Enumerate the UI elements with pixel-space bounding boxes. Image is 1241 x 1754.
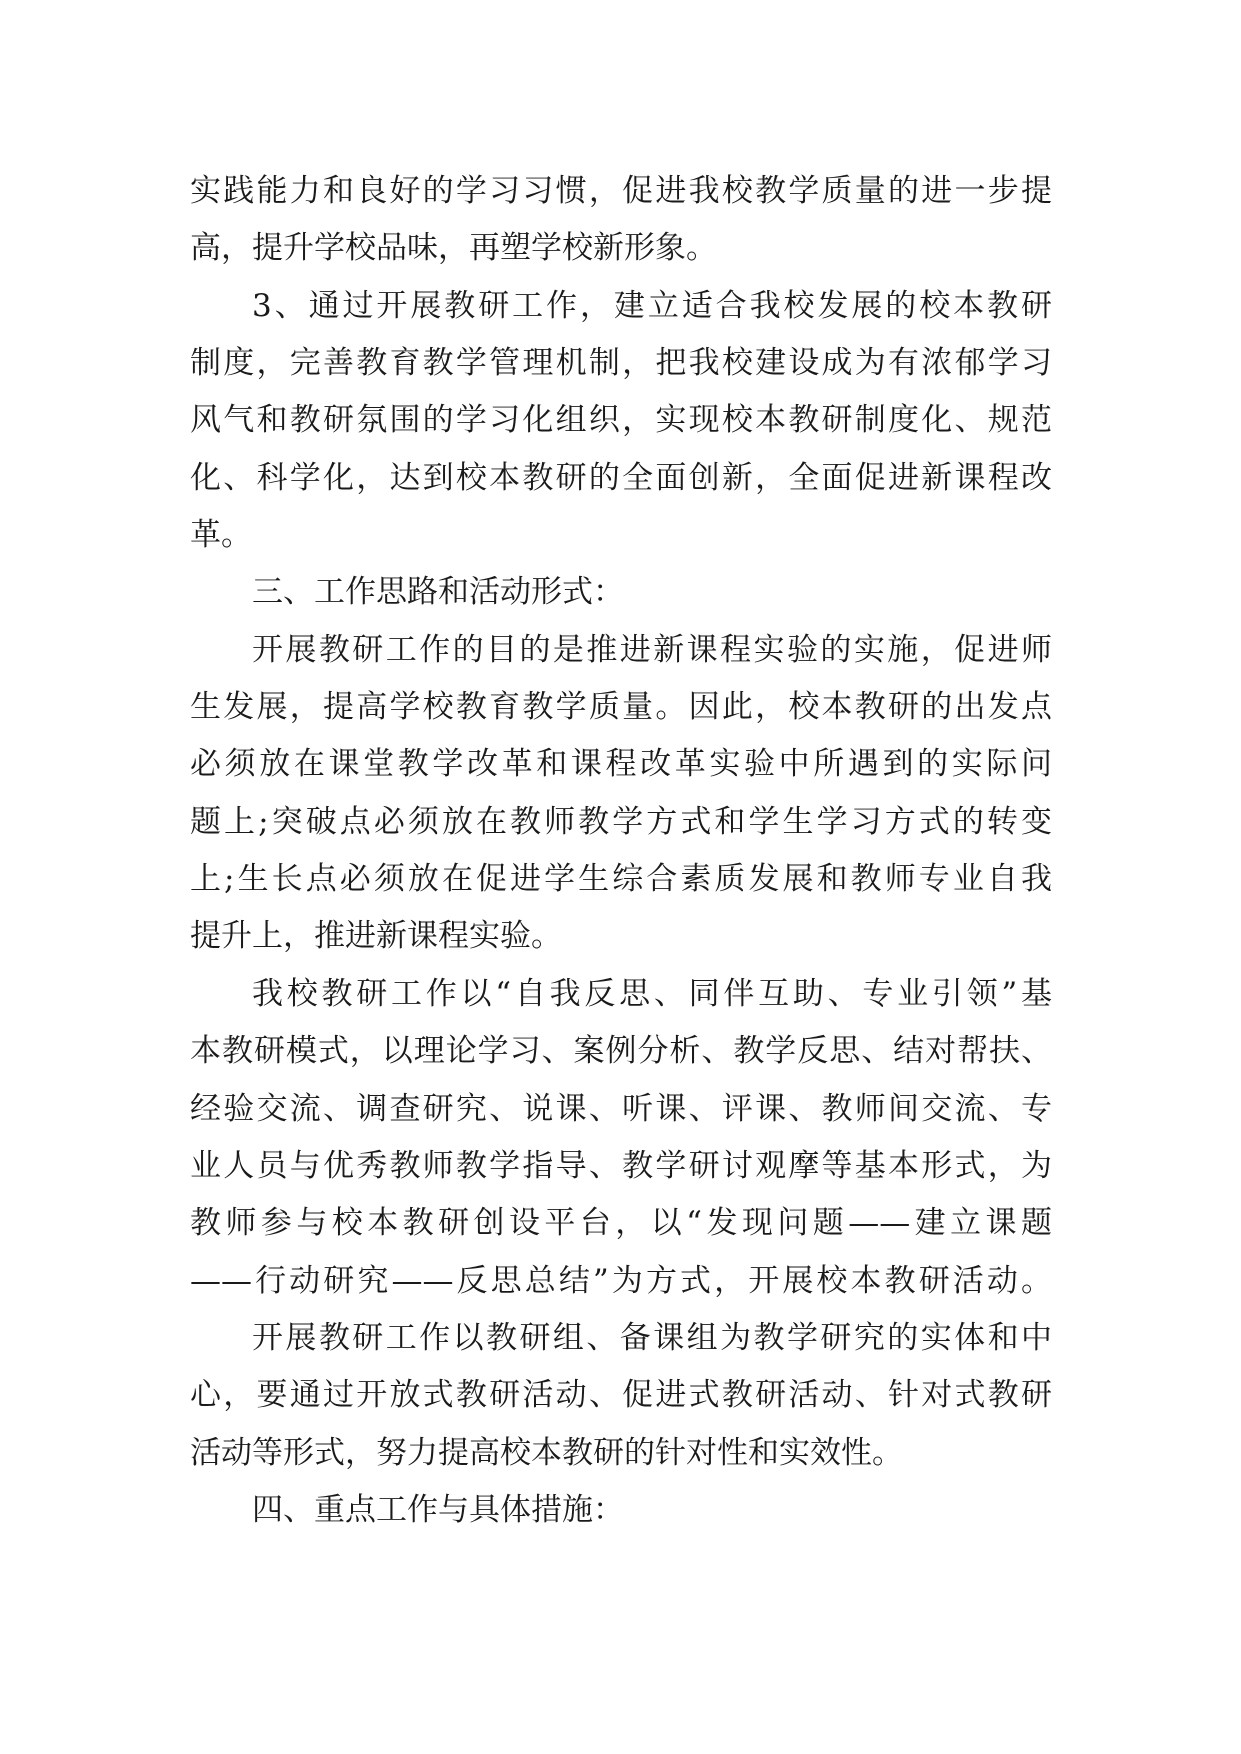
paragraph-line: 上;生长点必须放在促进学生综合素质发展和教师专业自我 bbox=[190, 861, 1052, 898]
paragraph-line: 教师参与校本教研创设平台，以“发现问题——建立课题 bbox=[190, 1205, 1052, 1242]
paragraph-line: 化、科学化，达到校本教研的全面创新，全面促进新课程改 bbox=[190, 459, 1052, 496]
paragraph-line: 我校教研工作以“自我反思、同伴互助、专业引领”基 bbox=[252, 975, 1052, 1012]
paragraph-line: 活动等形式，努力提高校本教研的针对性和实效性。 bbox=[190, 1434, 903, 1471]
paragraph-line: 业人员与优秀教师教学指导、教学研讨观摩等基本形式，为 bbox=[190, 1147, 1052, 1184]
paragraph-line: 必须放在课堂教学改革和课程改革实验中所遇到的实际问 bbox=[190, 746, 1052, 783]
paragraph-line: 制度，完善教育教学管理机制，把我校建设成为有浓郁学习 bbox=[190, 345, 1052, 382]
paragraph-line: 风气和教研氛围的学习化组织，实现校本教研制度化、规范 bbox=[190, 402, 1052, 439]
paragraph-line: 高，提升学校品味，再塑学校新形象。 bbox=[190, 230, 717, 267]
paragraph-line: 题上;突破点必须放在教师教学方式和学生学习方式的转变 bbox=[190, 803, 1052, 840]
paragraph-line: 革。 bbox=[190, 517, 252, 554]
paragraph-line: 提升上，推进新课程实验。 bbox=[190, 918, 562, 955]
section-heading: 三、工作思路和活动形式： bbox=[252, 574, 624, 611]
section-heading: 四、重点工作与具体措施： bbox=[252, 1491, 624, 1528]
paragraph-line: 心，要通过开放式教研活动、促进式教研活动、针对式教研 bbox=[190, 1377, 1052, 1414]
paragraph-line: ——行动研究——反思总结”为方式，开展校本教研活动。 bbox=[190, 1262, 1052, 1299]
paragraph-line: 开展教研工作以教研组、备课组为教学研究的实体和中 bbox=[252, 1319, 1052, 1356]
paragraph-line: 实践能力和良好的学习习惯，促进我校教学质量的进一步提 bbox=[190, 173, 1052, 209]
paragraph-line: 3、通过开展教研工作，建立适合我校发展的校本教研 bbox=[252, 287, 1052, 324]
document-body bbox=[190, 163, 1052, 1539]
paragraph-line: 经验交流、调查研究、说课、听课、评课、教师间交流、专 bbox=[190, 1090, 1052, 1127]
paragraph-line: 生发展，提高学校教育教学质量。因此，校本教研的出发点 bbox=[190, 689, 1052, 726]
paragraph-line: 开展教研工作的目的是推进新课程实验的实施，促进师 bbox=[252, 631, 1052, 668]
paragraph-line: 本教研模式，以理论学习、案例分析、教学反思、结对帮扶、 bbox=[190, 1033, 1052, 1070]
